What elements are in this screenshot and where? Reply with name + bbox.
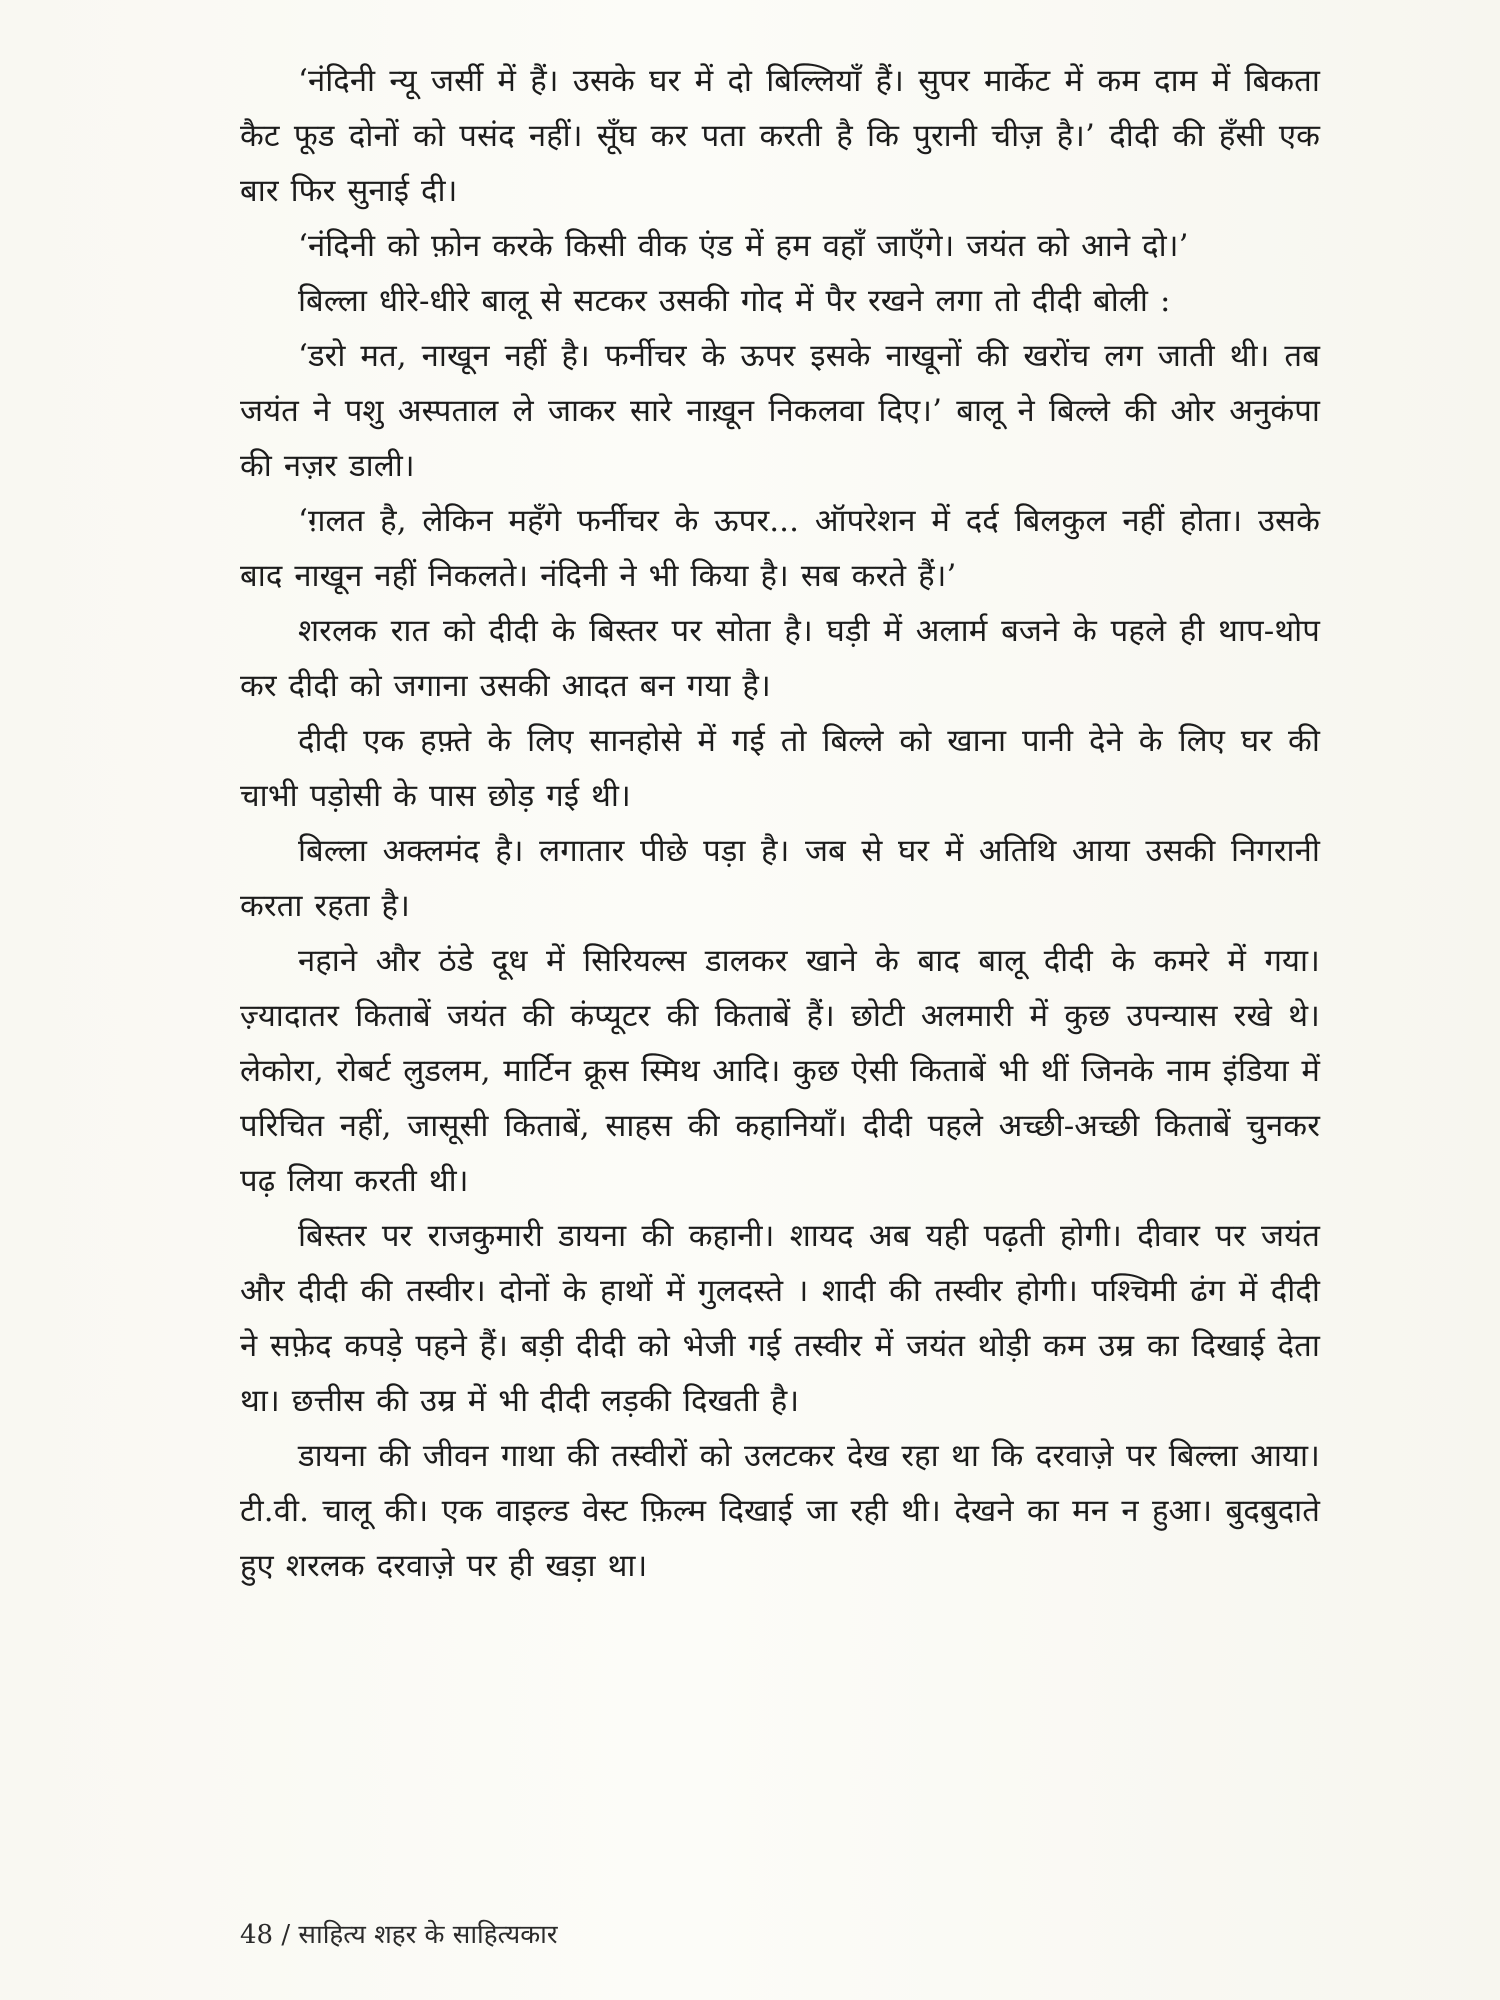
paragraph-1: ‘नंदिनी न्यू जर्सी में हैं। उसके घर में दो बिल्लियाँ हैं। सुपर मार्केट में कम दाम में बिकता कैट फूड दोनों को पसंद नहीं। सूँघ कर पता करती है कि पुरानी चीज़ है।’ दीदी की हँसी एक बार फिर सुनाई दी। — [240, 63, 1320, 209]
page-number: 48 — [240, 1920, 274, 1950]
footer-separator: / — [281, 1920, 291, 1950]
page-footer — [240, 1918, 558, 1952]
paragraph-10: बिस्तर पर राजकुमारी डायना की कहानी। शायद अब यही पढ़ती होगी। दीवार पर जयंत और दीदी की तस्वीर। दोनों के हाथों में गुलदस्ते । शादी की तस्वीर होगी। पश्चिमी ढंग में दीदी ने सफ़ेद कपड़े पहने हैं। बड़ी दीदी को भेजी गई तस्वीर में जयंत थोड़ी कम उम्र का दिखाई देता था। छत्तीस की उम्र में भी दीदी लड़की दिखती है। — [240, 1218, 1320, 1419]
paragraph-4: ‘डरो मत, नाखून नहीं है। फर्नीचर के ऊपर इसके नाखूनों की खरोंच लग जाती थी। तब जयंत ने पशु अस्पताल ले जाकर सारे नाख़ून निकलवा दिए।’ बालू ने बिल्ले की ओर अनुकंपा की नज़र डाली। — [240, 338, 1320, 484]
paragraph-7: दीदी एक हफ़्ते के लिए सानहोसे में गई तो बिल्ले को खाना पानी देने के लिए घर की चाभी पड़ोसी के पास छोड़ गई थी। — [240, 723, 1320, 814]
paragraph-2: ‘नंदिनी को फ़ोन करके किसी वीक एंड में हम वहाँ जाएँगे। जयंत को आने दो।’ — [298, 228, 1189, 264]
body-text — [240, 54, 1320, 1594]
paragraph-8: बिल्ला अक्लमंद है। लगातार पीछे पड़ा है। जब से घर में अतिथि आया उसकी निगरानी करता रहता है। — [240, 833, 1320, 924]
paragraph-3: बिल्ला धीरे-धीरे बालू से सटकर उसकी गोद में पैर रखने लगा तो दीदी बोली : — [298, 283, 1171, 319]
paragraph-5: ‘ग़लत है, लेकिन महँगे फर्नीचर के ऊपर... ऑपरेशन में दर्द बिलकुल नहीं होता। उसके बाद नाखून नहीं निकलते। नंदिनी ने भी किया है। सब करते हैं।’ — [240, 503, 1320, 594]
paragraph-6: शरलक रात को दीदी के बिस्तर पर सोता है। घड़ी में अलार्म बजने के पहले ही थाप-थोप कर दीदी को जगाना उसकी आदत बन गया है। — [240, 613, 1320, 704]
paragraph-11: डायना की जीवन गाथा की तस्वीरों को उलटकर देख रहा था कि दरवाज़े पर बिल्ला आया। टी.वी. चालू की। एक वाइल्ड वेस्ट फ़िल्म दिखाई जा रही थी। देखने का मन न हुआ। बुदबुदाते हुए शरलक दरवाज़े पर ही खड़ा था। — [240, 1438, 1320, 1584]
book-title: साहित्य शहर के साहित्यकार — [298, 1920, 558, 1950]
paragraph-9: नहाने और ठंडे दूध में सिरियल्स डालकर खाने के बाद बालू दीदी के कमरे में गया। ज़्यादातर किताबें जयंत की कंप्यूटर की किताबें हैं। छोटी अलमारी में कुछ उपन्यास रखे थे। लेकोरा, रोबर्ट लुडलम, मार्टिन क्रूस स्मिथ आदि। कुछ ऐसी किताबें भी थीं जिनके नाम इंडिया में परिचित नहीं, जासूसी किताबें, साहस की कहानियाँ। दीदी पहले अच्छी-अच्छी किताबें चुनकर पढ़ लिया करती थी। — [240, 943, 1320, 1199]
